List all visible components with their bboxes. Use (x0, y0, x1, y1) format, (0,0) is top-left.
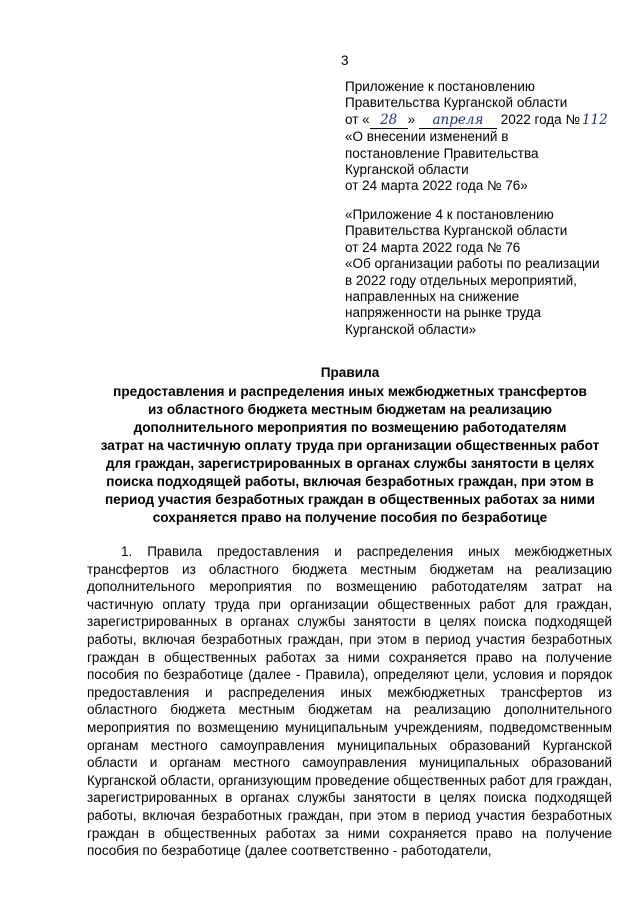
appendix-line: Курганской области» (345, 321, 477, 337)
appendix-line: в 2022 году отдельных мероприятий, (345, 272, 577, 288)
title-heading: Правила (320, 365, 380, 380)
date-prefix: от « (345, 111, 370, 127)
title-line: затрат на частичную оплату труда при организации общественных работ (100, 438, 600, 453)
appendix-line: Курганской области (345, 162, 469, 178)
appendix-line: «О внесении изменений в (345, 129, 509, 145)
appendix-line: напряженности на рынке труда (345, 305, 542, 321)
title-line: из областного бюджета местным бюджетам на реализацию (147, 402, 553, 417)
appendix-line: от 24 марта 2022 года № 76 (345, 239, 521, 255)
appendix-line: Правительства Курганской области (345, 95, 568, 111)
appendix-line: от 24 марта 2022 года № 76» (345, 178, 528, 194)
title-line: предоставления и распределения иных межбюджетных трансфертов (113, 384, 587, 399)
title-line: период участия безработных граждан в общественных работах за ними (104, 492, 596, 507)
appendix-line: направленных на снижение (345, 289, 520, 305)
appendix-line: постановление Правительства (345, 145, 539, 161)
appendix-line: «Приложение 4 к постановлению (345, 207, 554, 222)
title-line: для граждан, зарегистрированных в органах службы занятости в целях (105, 456, 595, 471)
handwritten-month: апреля (419, 112, 497, 129)
body-section (87, 543, 612, 860)
appendix-amendment-header (345, 79, 625, 195)
document-title (80, 364, 620, 527)
appendix-line: «Об организации работы по реализации (345, 256, 600, 272)
page-number: 3 (341, 53, 349, 68)
date-mid: » (407, 111, 416, 127)
appendix-line: Приложение к постановлению (345, 79, 536, 94)
title-line: дополнительного мероприятия по возмещению работодателям (133, 420, 567, 435)
title-line: сохраняется право на получение пособия по безработице (152, 510, 548, 525)
title-line: поиска подходящей работы, включая безработных граждан, при этом в (106, 474, 594, 489)
handwritten-day: 28 (370, 112, 408, 129)
appendix-date-line (345, 112, 625, 129)
handwritten-number: 112 (581, 111, 608, 128)
paragraph-1: 1. Правила предоставления и распределения иных межбюджетных трансфертов из областного бюджета местным бюджетам на реализацию дополнительного мероприятия по возмещению работодателям затрат на частичную оплату труда при организации общественных работ для граждан, зарегистрированных в органах службы занятости в целях поиска подходящей работы, включая безработных граждан, при этом в период участия безработных граждан в общественных работах за ними сохраняется право на получение пособия по безработице (далее - Правила), определяют цели, условия и порядок предоставления и распределения иных межбюджетных трансфертов из областного бюджета местным бюджетам на реализацию дополнительного мероприятия по возмещению муниципальным учреждениям, подведомственным органам местного самоуправления муниципальных образований Курганской области и органам местного самоуправления муниципальных образований Курганской области, организующим проведение общественных работ для граждан, зарегистрированных в органах службы занятости в целях поиска подходящей работы, включая безработных граждан, при этом в период участия безработных граждан в общественных работах за ними сохраняется право на получение пособия по безработице (далее соответственно - работодатели, (87, 544, 612, 859)
appendix-original-header (345, 207, 625, 338)
date-suffix: 2022 года № (496, 111, 580, 127)
appendix-line: Правительства Курганской области (345, 223, 568, 239)
